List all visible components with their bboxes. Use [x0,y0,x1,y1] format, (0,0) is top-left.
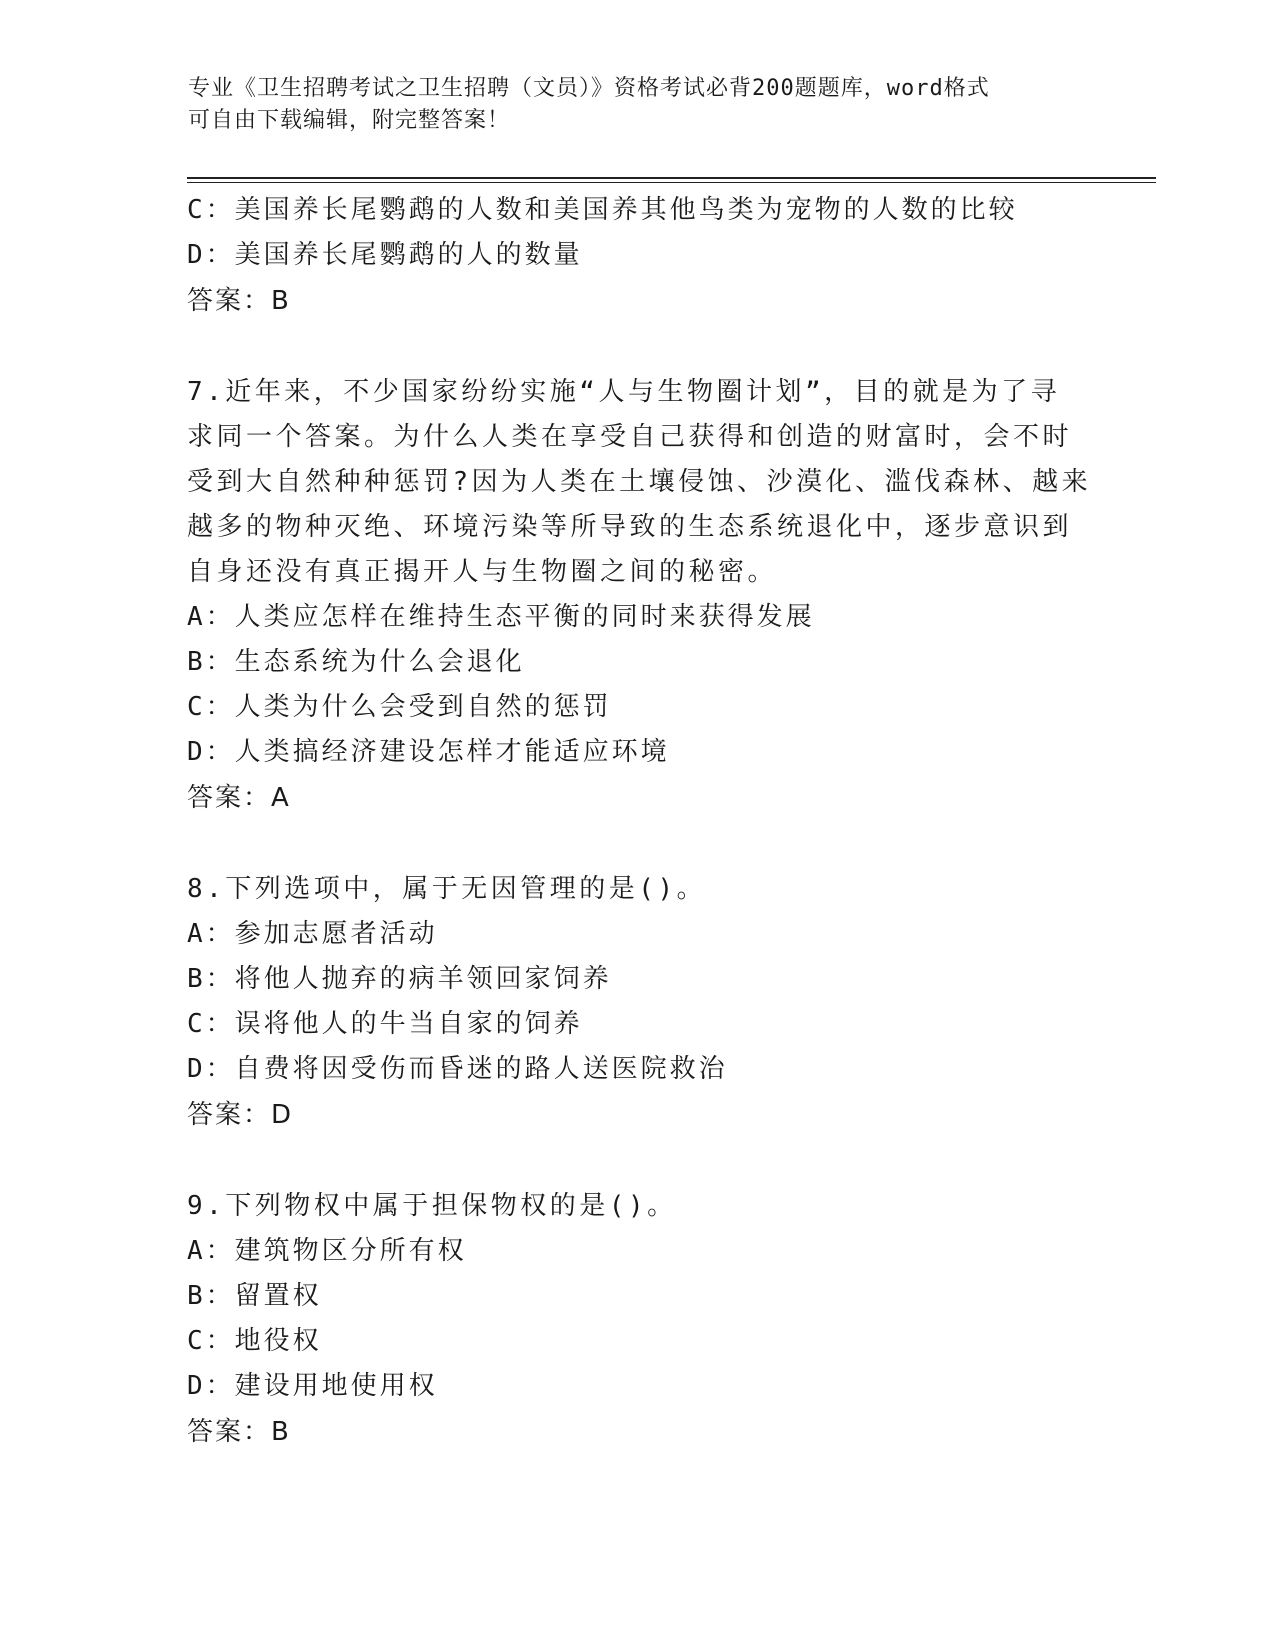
question-stem-line: 受到大自然种种惩罚?因为人类在土壤侵蚀、沙漠化、滥伐森林、越来 [187,467,1092,497]
option-a: A：建筑物区分所有权 [187,1236,467,1266]
question-block [187,867,1087,1139]
option-d: D：自费将因受伤而昏迷的路人送医院救治 [187,1054,728,1084]
question-stem-line: 7.近年来，不少国家纷纷实施“人与生物圈计划”，目的就是为了寻 [187,377,1061,407]
block-spacer [187,325,1087,370]
question-stem-line: 8.下列选项中，属于无因管理的是()。 [187,874,707,904]
question-list [187,188,1092,1456]
question-stem [187,370,1092,595]
option-c: C：人类为什么会受到自然的惩罚 [187,692,612,722]
question-stem-line: 9.下列物权中属于担保物权的是()。 [187,1191,677,1221]
answer-line: 答案：B [187,286,291,316]
question-stem [187,1184,1087,1229]
question-stem-line: 越多的物种灭绝、环境污染等所导致的生态系统退化中，逐步意识到 [187,512,1073,542]
option-b: B：将他人抛弃的病羊领回家饲养 [187,964,612,994]
option-d: D：人类搞经济建设怎样才能适应环境 [187,737,670,767]
block-spacer [187,1139,1087,1184]
question-stem-line: 自身还没有真正揭开人与生物圈之间的秘密。 [187,557,778,587]
header-divider-thick [187,177,1156,179]
option-a: A：参加志愿者活动 [187,919,438,949]
header-title-line-2: 可自由下载编辑，附完整答案！ [188,108,511,133]
option-c: C：地役权 [187,1326,322,1356]
option-d: D：美国养长尾鹦鹉的人的数量 [187,240,583,270]
question-stem [187,867,1087,912]
option-d: D：建设用地使用权 [187,1371,438,1401]
block-spacer [187,822,1087,867]
document-header [188,73,1068,137]
option-c: C：误将他人的牛当自家的饲养 [187,1009,583,1039]
question-stem-line: 求同一个答案。为什么人类在享受自己获得和创造的财富时，会不时 [187,422,1073,452]
option-a: A：人类应怎样在维持生态平衡的同时来获得发展 [187,602,815,632]
answer-line: 答案：A [187,783,291,813]
answer-line: 答案：B [187,1417,291,1447]
answer-line: 答案：D [187,1100,294,1130]
header-title-line-1: 专业《卫生招聘考试之卫生招聘（文员）》资格考试必背200题题库，word格式 [188,76,990,101]
option-b: B：留置权 [187,1281,322,1311]
question-block [187,370,1092,822]
question-block [187,1184,1087,1456]
header-divider-thin [187,182,1156,183]
option-c: C：美国养长尾鹦鹉的人数和美国养其他鸟类为宠物的人数的比较 [187,195,1018,225]
question-block [187,188,1087,325]
option-b: B：生态系统为什么会退化 [187,647,525,677]
